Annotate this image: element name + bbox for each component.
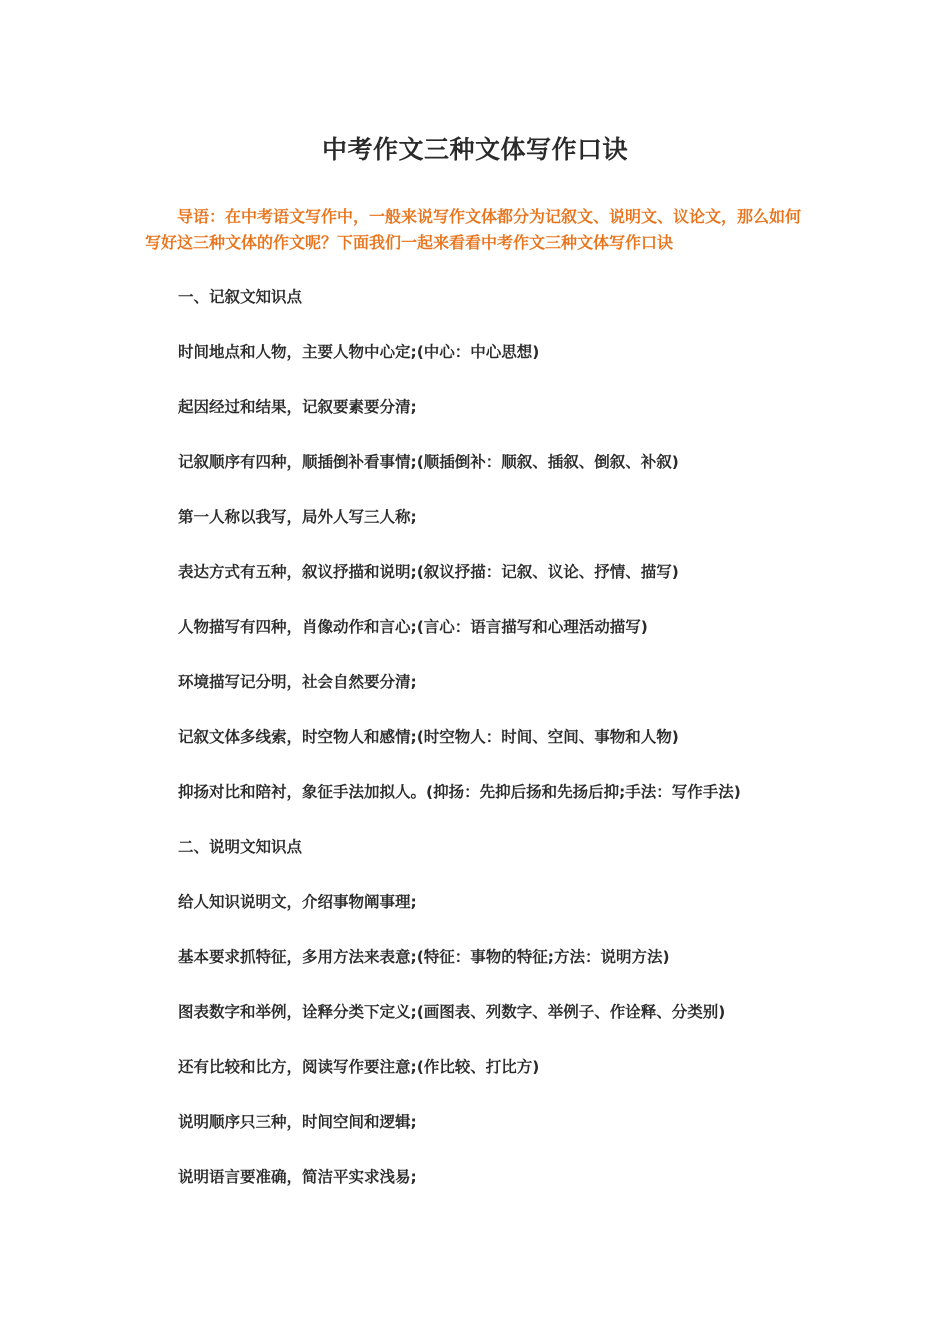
narrative-line-2: 起因经过和结果，记叙要素要分清; (178, 398, 417, 416)
narrative-line-1: 时间地点和人物，主要人物中心定;(中心：中心思想) (178, 343, 540, 361)
narrative-line-3: 记叙顺序有四种，顺插倒补看事情;(顺插倒补：顺叙、插叙、倒叙、补叙) (178, 453, 679, 471)
section-heading-narrative: 一、记叙文知识点 (178, 288, 303, 306)
expository-line-6: 说明语言要准确，简洁平实求浅易; (178, 1168, 417, 1186)
document-title: 中考作文三种文体写作口诀 (321, 135, 628, 164)
narrative-line-4: 第一人称以我写，局外人写三人称; (178, 508, 417, 526)
narrative-line-6: 人物描写有四种，肖像动作和言心;(言心：语言描写和心理活动描写) (178, 618, 648, 636)
expository-line-3: 图表数字和举例，诠释分类下定义;(画图表、列数字、举例子、作诠释、分类别) (178, 1003, 726, 1021)
section-heading-expository: 二、说明文知识点 (178, 838, 303, 856)
narrative-line-5: 表达方式有五种，叙议抒描和说明;(叙议抒描：记叙、议论、抒情、描写) (178, 563, 679, 581)
expository-line-1: 给人知识说明文，介绍事物阐事理; (178, 893, 417, 911)
narrative-line-7: 环境描写记分明，社会自然要分清; (178, 673, 417, 691)
expository-line-4: 还有比较和比方，阅读写作要注意;(作比较、打比方) (178, 1058, 540, 1076)
narrative-line-8: 记叙文体多线索，时空物人和感情;(时空物人：时间、空间、事物和人物) (178, 728, 679, 746)
expository-line-5: 说明顺序只三种，时间空间和逻辑; (178, 1113, 417, 1131)
narrative-line-9: 抑扬对比和陪衬，象征手法加拟人。(抑扬：先抑后扬和先扬后抑;手法：写作手法) (178, 783, 741, 801)
expository-line-2: 基本要求抓特征，多用方法来表意;(特征：事物的特征;方法：说明方法) (178, 948, 670, 966)
intro-paragraph: 导语：在中考语文写作中，一般来说写作文体都分为记叙文、说明文、议论文，那么如何写好这三种文体的作文呢？下面我们一起来看看中考作文三种文体写作口诀 (145, 207, 802, 252)
